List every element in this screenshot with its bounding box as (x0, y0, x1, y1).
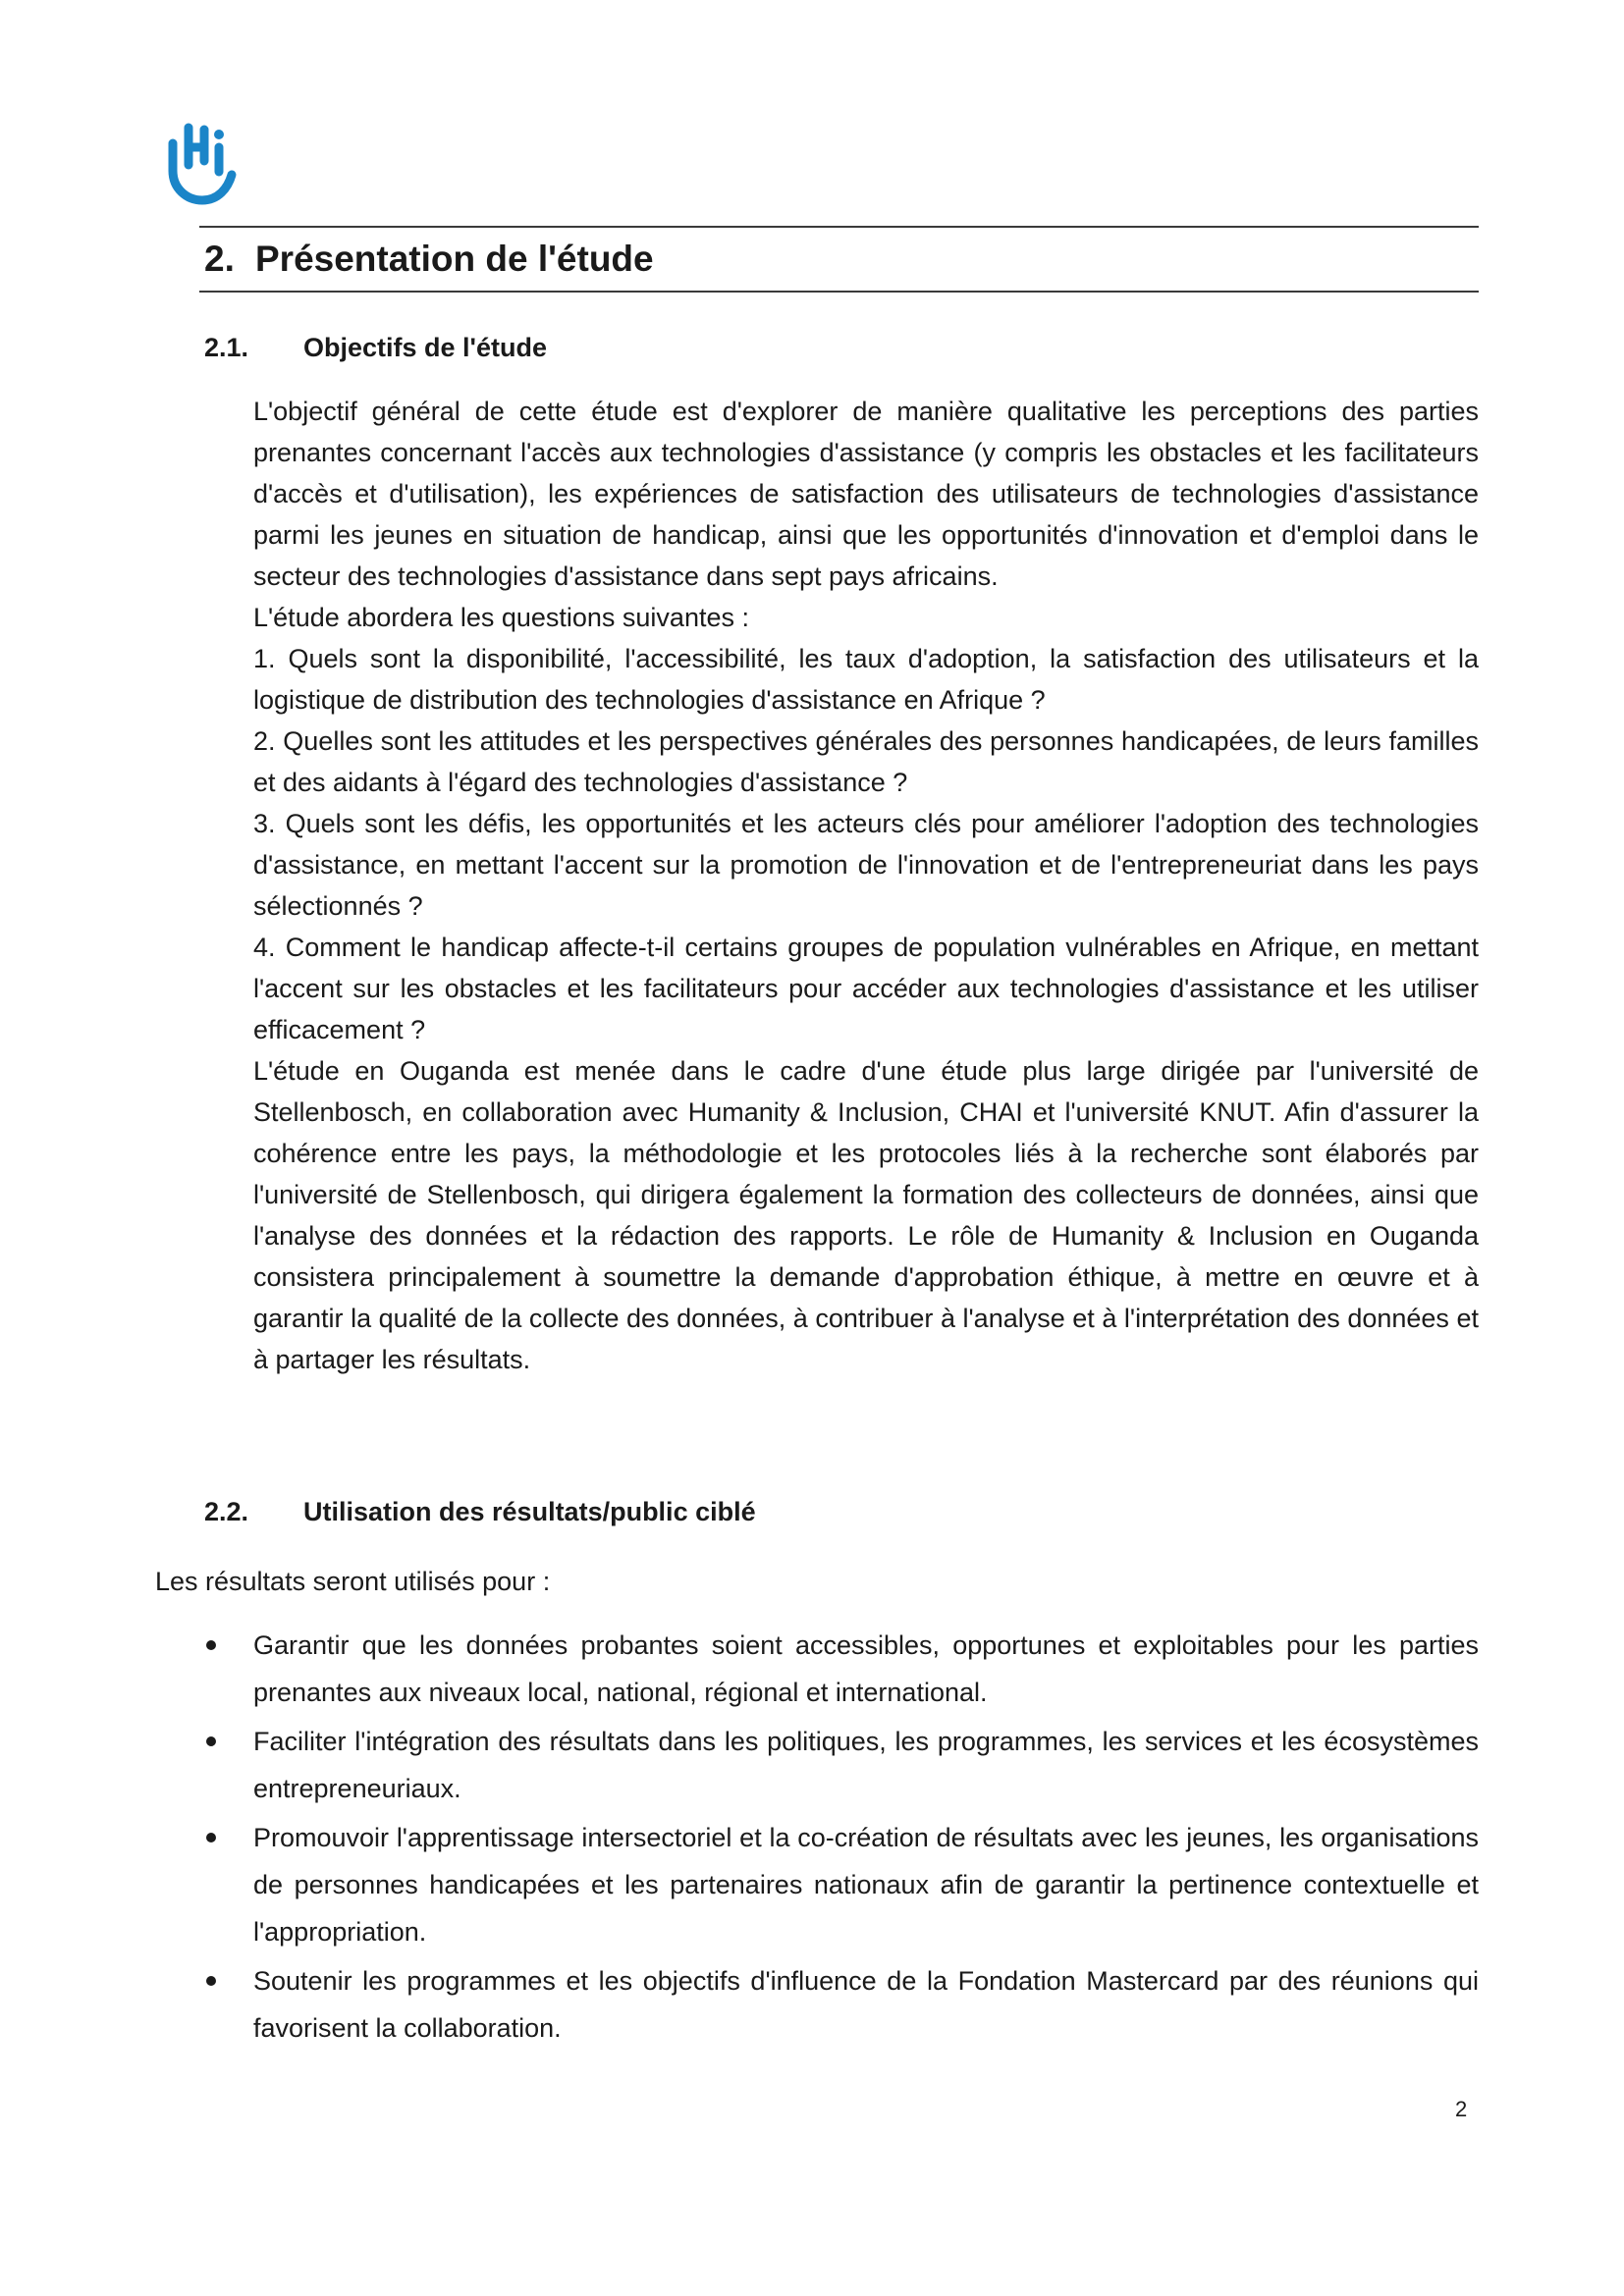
subsection-title: Objectifs de l'étude (303, 333, 547, 362)
questions-intro: L'étude abordera les questions suivantes : (253, 603, 749, 632)
subsection-heading-objectives (204, 330, 547, 365)
subsection-title: Utilisation des résultats/public ciblé (303, 1497, 756, 1526)
bullet-icon (206, 1640, 216, 1650)
objectives-paragraph: L'objectif général de cette étude est d'explorer de manière qualitative les perceptions des parties prenantes concernant l'accès aux technologies d'assistance (y compris les obstacles et les facilitateurs d'accès et d'utilisation), les expériences de satisfaction des utilisateurs de technologies d'assistance parmi les jeunes en situation de handicap, ainsi que les opportunités d'innovation et d'emploi dans le secteur des technologies d'assistance dans sept pays africains. (253, 397, 1479, 591)
question-1: 1. Quels sont la disponibilité, l'accessibilité, les taux d'adoption, la satisfaction des utilisateurs et la logistique de distribution des technologies d'assistance en Afrique ? (253, 644, 1479, 715)
question-2: 2. Quelles sont les attitudes et les perspectives générales des personnes handicapées, de leurs familles et des aidants à l'égard des technologies d'assistance ? (253, 726, 1479, 797)
bullet-icon (206, 1976, 216, 1986)
objectives-body (253, 391, 1479, 1380)
list-item-text: Garantir que les données probantes soient accessibles, opportunes et exploitables pour les parties prenantes aux niveaux local, national, régional et international. (253, 1630, 1479, 1707)
subsection-heading-results-use (204, 1494, 756, 1529)
section-title (204, 234, 654, 285)
list-item-text: Faciliter l'intégration des résultats dans les politiques, les programmes, les services et les écosystèmes entrepreneuriaux. (253, 1727, 1479, 1803)
bullet-icon (206, 1736, 216, 1746)
list-item (155, 1622, 1479, 1716)
uganda-study-paragraph: L'étude en Ouganda est menée dans le cadre d'une étude plus large dirigée par l'université de Stellenbosch, en collaboration avec Humanity & Inclusion, CHAI et l'université KNUT. Afin d'assurer la cohérence entre les pays, la méthodologie et les protocoles liés à la recherche sont élaborés par l'université de Stellenbosch, qui dirigera également la formation des collecteurs de données, ainsi que l'analyse des données et la rédaction des rapports. Le rôle de Humanity & Inclusion en Ouganda consistera principalement à soumettre la demande d'approbation éthique, à mettre en œuvre et à garantir la qualité de la collecte des données, à contribuer à l'analyse et à l'interprétation des données et à partager les résultats. (253, 1056, 1479, 1374)
bullet-icon (206, 1833, 216, 1842)
section-title-text: Présentation de l'étude (255, 239, 654, 279)
list-item-text: Soutenir les programmes et les objectifs d'influence de la Fondation Mastercard par des réunions qui favorisent la collaboration. (253, 1966, 1479, 2043)
hi-hand-logo-icon (165, 118, 238, 206)
results-intro: Les résultats seront utilisés pour : (155, 1567, 551, 1596)
results-bullet-list (155, 1622, 1479, 2054)
list-item (155, 1957, 1479, 2052)
list-item (155, 1718, 1479, 1812)
page-number: 2 (1455, 2097, 1468, 2121)
subsection-number: 2.2. (204, 1497, 249, 1526)
subsection-number: 2.1. (204, 333, 249, 362)
question-3: 3. Quels sont les défis, les opportunités et les acteurs clés pour améliorer l'adoption des technologies d'assistance, en mettant l'accent sur la promotion de l'innovation et de l'entrepreneuriat dans les pays sélectionnés ? (253, 809, 1479, 921)
question-4: 4. Comment le handicap affecte-t-il certains groupes de population vulnérables en Afrique, en mettant l'accent sur les obstacles et les facilitateurs pour accéder aux technologies d'assistance et les utiliser efficacement ? (253, 933, 1479, 1044)
list-item (155, 1814, 1479, 1955)
list-item-text: Promouvoir l'apprentissage intersectoriel et la co-création de résultats avec les jeunes, les organisations de personnes handicapées et les partenaires nationaux afin de garantir la pertinence contextuelle et l'appropriation. (253, 1823, 1479, 1947)
section-heading-block (199, 226, 1479, 293)
section-number: 2. (204, 239, 235, 279)
